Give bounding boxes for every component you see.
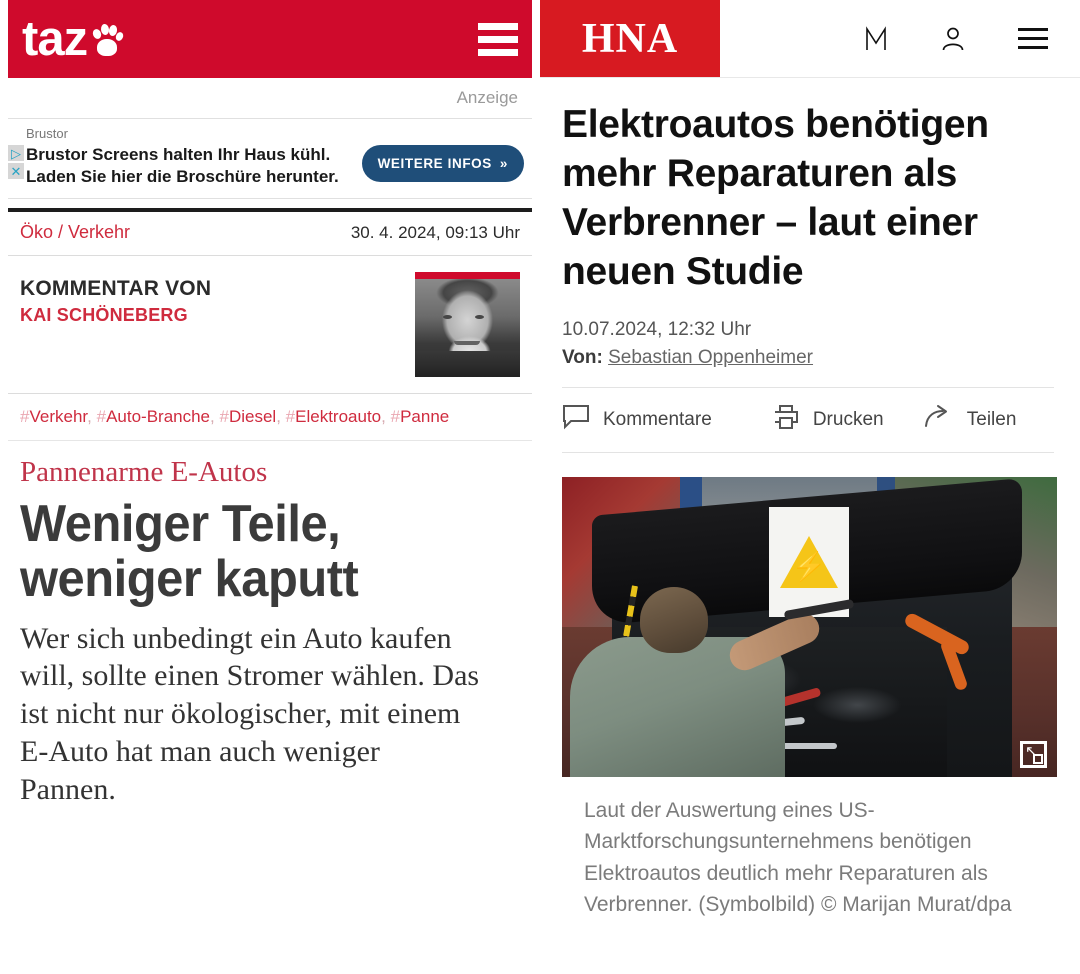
article-meta — [562, 319, 1054, 369]
printer-icon — [772, 404, 800, 436]
hamburger-menu-icon[interactable] — [1018, 28, 1048, 49]
comments-button[interactable] — [562, 404, 772, 436]
taz-logo[interactable] — [22, 11, 122, 66]
comment-bubble-icon — [562, 404, 590, 436]
article-figure — [562, 477, 1058, 921]
hna-logo[interactable] — [540, 0, 720, 77]
ad-cta-button[interactable] — [362, 145, 524, 182]
share-button[interactable] — [924, 404, 1054, 436]
paw-print-icon — [92, 24, 122, 58]
page-title — [20, 497, 490, 607]
print-label: Drucken — [812, 408, 884, 430]
commentary-author[interactable]: KAI SCHÖNEBERG — [20, 305, 188, 326]
author-portrait — [415, 272, 520, 377]
commentary-text — [20, 272, 211, 326]
hna-wordmark: HNA — [581, 15, 679, 62]
byline-label: Von: — [562, 346, 603, 368]
comments-label: Kommentare — [603, 408, 712, 430]
list-item[interactable]: #Diesel — [219, 407, 277, 426]
commentary-label: KOMMENTAR VON — [20, 277, 212, 300]
chevron-double-right-icon: » — [499, 156, 508, 171]
adchoices-triangle-icon[interactable]: ▷ — [8, 145, 24, 161]
share-arrow-icon — [924, 404, 954, 436]
list-item[interactable]: #Elektroauto — [285, 407, 382, 426]
ad-label-row — [8, 78, 532, 118]
page-title-line2: weniger kaputt — [20, 550, 359, 609]
hna-article-panel — [540, 0, 1080, 974]
author-photo — [415, 279, 520, 377]
ad-copy-line2: Laden Sie hier die Broschüre herunter. — [26, 166, 339, 186]
list-item[interactable]: #Auto-Branche — [96, 407, 211, 426]
close-icon[interactable]: ✕ — [8, 163, 24, 179]
hashtag-list: #Verkehr, #Auto-Branche, #Diesel, #Elektroauto, #Panne — [8, 394, 532, 441]
share-label: Teilen — [966, 408, 1017, 430]
portrait-accent-bar — [415, 272, 520, 279]
ad-copy — [26, 144, 362, 187]
taz-header — [8, 0, 532, 78]
ad-cta-label: WEITERE INFOS — [377, 156, 492, 171]
article-lead: Wer sich unbedingt ein Auto kaufen will, sollte einen Stromer wählen. Das ist nicht nur ökologischer, mit einem E-Auto hat man auch weniger Pannen. — [20, 621, 480, 806]
ad-copy-line1: Brustor Screens halten Ihr Haus kühl. — [26, 145, 331, 165]
print-button[interactable] — [772, 404, 924, 436]
publish-timestamp: 10.07.2024, 12:32 Uhr — [562, 318, 752, 340]
person-icon[interactable] — [940, 25, 966, 53]
merkur-m-icon[interactable] — [864, 26, 888, 52]
author-link[interactable]: Sebastian Oppenheimer — [608, 346, 814, 368]
image-caption: Laut der Auswertung eines US-Marktforschungsunternehmens benötigen Elektroautos deutlich mehr Reparaturen als Verbrenner. (Symbolbild) © Marijan Murat/dpa — [584, 798, 1012, 916]
publish-timestamp: 30. 4. 2024, 09:13 Uhr — [350, 223, 520, 242]
article-image[interactable] — [562, 477, 1057, 777]
ad-label: Anzeige — [456, 88, 518, 107]
advertisement-banner[interactable] — [8, 118, 532, 199]
article-action-bar — [562, 387, 1054, 453]
article-header — [8, 441, 532, 808]
hamburger-menu-icon[interactable] — [478, 23, 518, 56]
hna-header-icons — [720, 0, 1080, 77]
article-meta-row — [8, 212, 532, 256]
list-item[interactable]: #Panne — [390, 407, 450, 426]
taz-wordmark: taz — [22, 11, 88, 66]
high-voltage-warning-icon: ⚡ — [769, 507, 849, 617]
ad-advertiser-name: Brustor — [26, 126, 68, 141]
article-kicker: Pannenarme E-Autos — [20, 456, 268, 489]
page-title: Elektroautos benötigen mehr Reparaturen als Verbrenner – laut einer neuen Studie — [562, 103, 989, 294]
hna-header — [540, 0, 1080, 78]
list-item[interactable]: #Verkehr — [20, 407, 88, 426]
breadcrumb[interactable]: Öko / Verkehr — [20, 222, 131, 242]
adchoices-controls[interactable] — [8, 145, 24, 179]
byline — [562, 347, 1054, 369]
expand-image-icon[interactable]: ↖ — [1020, 741, 1047, 768]
commentary-byline-block — [8, 256, 532, 394]
hna-article-body — [540, 78, 1080, 453]
page-title-line1: Weniger Teile, — [20, 495, 341, 554]
